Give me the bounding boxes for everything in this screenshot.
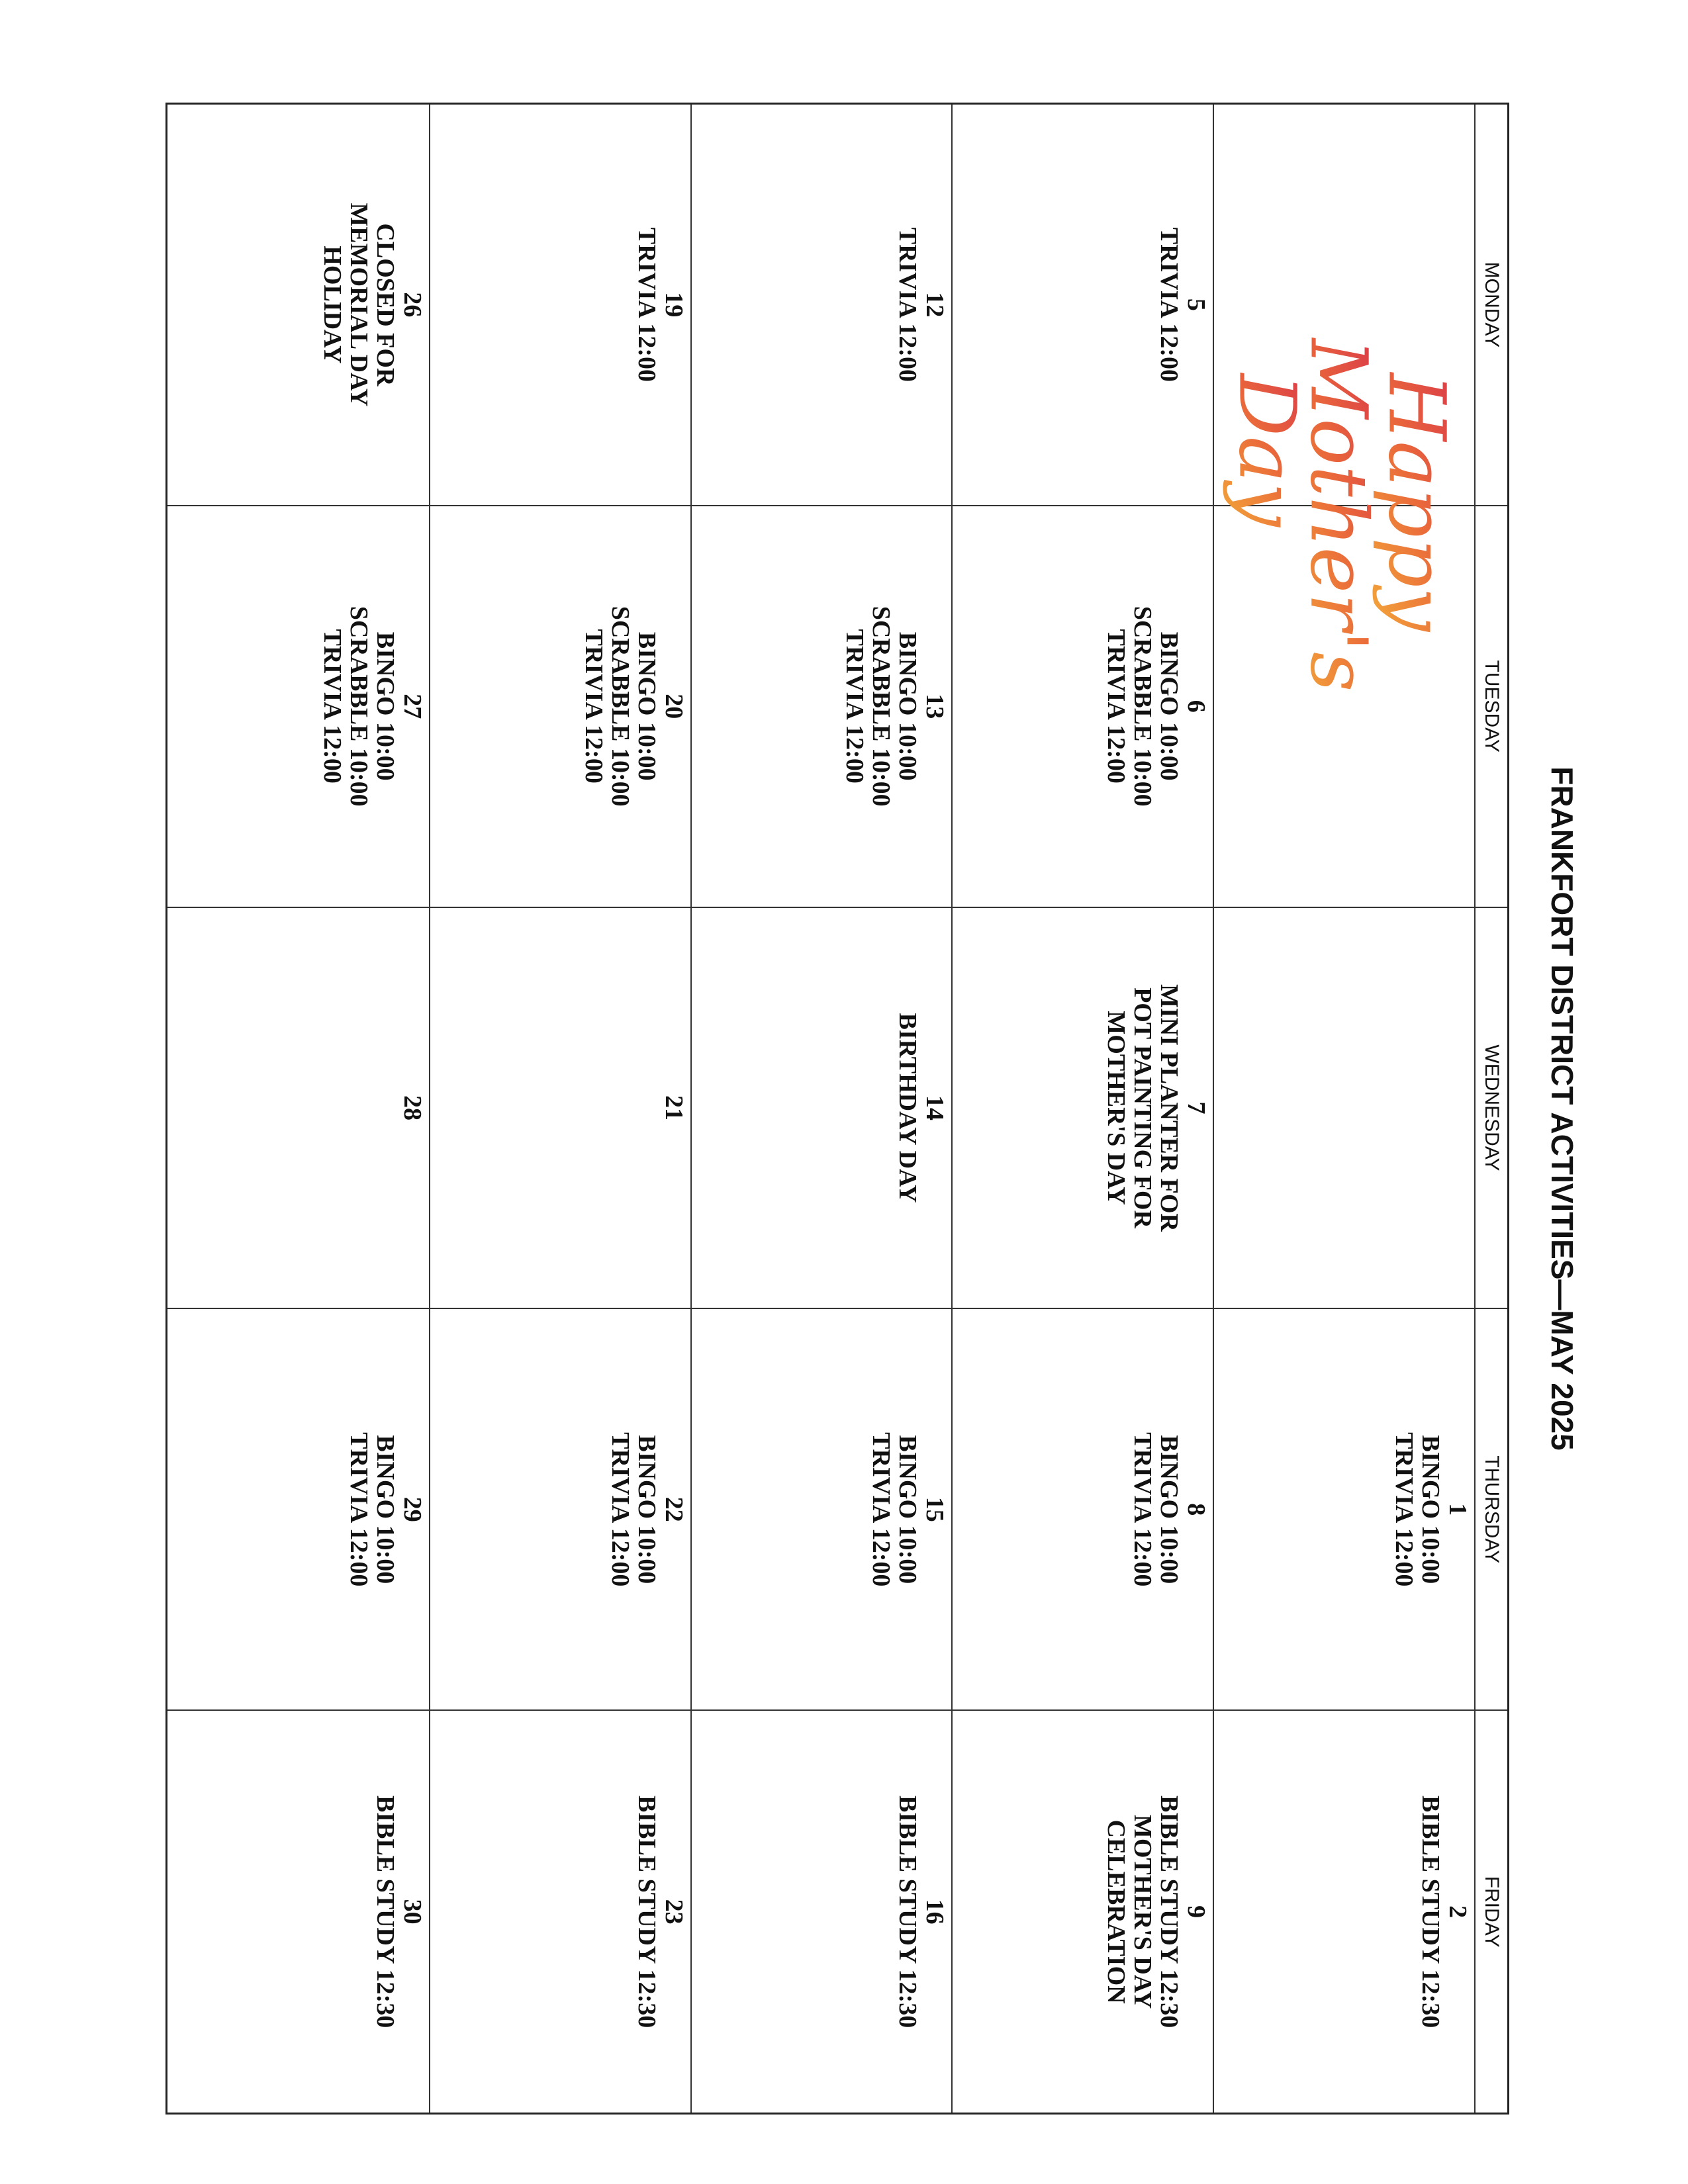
- weekday-header-monday: MONDAY: [1474, 105, 1507, 506]
- event-line: TRIVIA 12:00: [894, 227, 922, 383]
- weekday-header-tuesday: TUESDAY: [1474, 506, 1507, 908]
- day-cell-26: [167, 105, 429, 506]
- day-number: 28: [398, 1095, 426, 1120]
- event-line: SCRABBLE 10:00: [344, 606, 373, 807]
- day-cell-16: [690, 1711, 952, 2113]
- day-cell-12: [690, 105, 952, 506]
- event-line: TRIVIA 12:00: [1129, 1432, 1157, 1587]
- day-cell-14: [690, 908, 952, 1310]
- event-line: BIBLE STUDY 12:30: [632, 1795, 661, 2028]
- day-number: 22: [659, 1496, 688, 1522]
- day-number: 9: [1182, 1905, 1211, 1919]
- event-line: BIBLE STUDY 12:30: [371, 1795, 399, 2028]
- day-number: 13: [921, 694, 949, 719]
- event-line: SCRABBLE 10:00: [1129, 606, 1157, 807]
- empty-day-cell: [1213, 105, 1474, 692]
- day-number: 27: [398, 694, 426, 719]
- day-cell-13: [690, 506, 952, 908]
- day-cell-5: [951, 105, 1213, 506]
- day-cell-15: [690, 1309, 952, 1711]
- day-number: 6: [1182, 700, 1211, 713]
- event-line: MINI PLANTER FOR: [1155, 984, 1184, 1232]
- weekday-header-friday: FRIDAY: [1474, 1711, 1507, 2113]
- artwork-text-line: Mother's: [1293, 338, 1384, 692]
- event-line: BINGO 10:00: [1155, 631, 1184, 781]
- event-line: BINGO 10:00: [371, 631, 399, 781]
- event-line: TRIVIA 12:00: [632, 227, 661, 383]
- day-cell-22: [429, 1309, 690, 1711]
- day-cell-1: [1213, 1309, 1474, 1711]
- event-line: TRIVIA 12:00: [867, 1432, 896, 1587]
- event-line: TRIVIA 12:00: [606, 1432, 634, 1587]
- event-line: BINGO 10:00: [1417, 1435, 1444, 1584]
- day-cell-7: [951, 908, 1213, 1310]
- day-cell-23: [429, 1711, 690, 2113]
- day-number: 19: [659, 292, 688, 318]
- day-number: 16: [921, 1899, 949, 1925]
- event-line: TRIVIA 12:00: [579, 629, 608, 784]
- event-line: BINGO 10:00: [1155, 1435, 1184, 1584]
- event-line: BINGO 10:00: [371, 1435, 399, 1584]
- day-number: 8: [1182, 1503, 1211, 1516]
- day-number: 26: [398, 292, 426, 318]
- day-number: 15: [921, 1496, 949, 1522]
- event-line: TRIVIA 12:00: [1390, 1432, 1418, 1587]
- event-line: MOTHER'S DAY: [1102, 1011, 1131, 1205]
- event-line: CELEBRATION: [1102, 1819, 1131, 2004]
- day-cell-8: [951, 1309, 1213, 1711]
- event-line: BIBLE STUDY 12:30: [1155, 1795, 1184, 2028]
- day-cell-30: [167, 1711, 429, 2113]
- event-line: BINGO 10:00: [632, 1435, 661, 1584]
- event-line: TRIVIA 12:00: [1155, 227, 1184, 383]
- day-cell-20: [429, 506, 690, 908]
- event-line: TRIVIA 12:00: [318, 629, 346, 784]
- day-cell-6: [951, 506, 1213, 908]
- day-number: 7: [1182, 1101, 1211, 1115]
- event-line: CLOSED FOR: [371, 223, 399, 387]
- artwork-text-line: Day: [1221, 373, 1313, 527]
- day-cell-29: [167, 1309, 429, 1711]
- empty-day-cell: [1213, 506, 1474, 908]
- artwork-text-line: Happy: [1371, 373, 1462, 632]
- event-line: BINGO 10:00: [632, 631, 661, 781]
- day-number: 14: [921, 1095, 949, 1120]
- event-line: MEMORIAL DAY: [344, 203, 373, 407]
- day-cell-19: [429, 105, 690, 506]
- event-line: TRIVIA 12:00: [344, 1432, 373, 1587]
- event-line: BIRTHDAY DAY: [894, 1013, 922, 1203]
- event-line: SCRABBLE 10:00: [606, 606, 634, 807]
- day-number: 12: [921, 292, 949, 318]
- weekday-header-wednesday: WEDNESDAY: [1474, 908, 1507, 1310]
- day-number: 21: [659, 1095, 688, 1120]
- day-cell-21: [429, 908, 690, 1310]
- day-cell-28: [167, 908, 429, 1310]
- day-number: 2: [1444, 1905, 1472, 1919]
- empty-day-cell: [1213, 908, 1474, 1310]
- day-number: 5: [1182, 298, 1211, 311]
- event-line: SCRABBLE 10:00: [867, 606, 896, 807]
- event-line: POT PAINTING FOR: [1129, 987, 1157, 1228]
- calendar-page: [165, 103, 1589, 2115]
- event-line: TRIVIA 12:00: [1102, 629, 1131, 784]
- event-line: MOTHER'S DAY: [1129, 1815, 1157, 2009]
- event-line: BIBLE STUDY 12:30: [1417, 1795, 1444, 2028]
- event-line: BIBLE STUDY 12:30: [894, 1795, 922, 2028]
- event-line: HOLIDAY: [318, 246, 346, 364]
- day-number: 1: [1444, 1503, 1472, 1516]
- day-number: 20: [659, 694, 688, 719]
- day-cell-2: [1213, 1711, 1474, 2113]
- event-line: BINGO 10:00: [894, 1435, 922, 1584]
- event-line: BINGO 10:00: [894, 631, 922, 781]
- event-line: TRIVIA 12:00: [841, 629, 869, 784]
- day-number: 29: [398, 1496, 426, 1522]
- day-cell-9: [951, 1711, 1213, 2113]
- day-cell-27: [167, 506, 429, 908]
- weekday-header-thursday: THURSDAY: [1474, 1309, 1507, 1711]
- day-number: 23: [659, 1899, 688, 1925]
- day-number: 30: [398, 1899, 426, 1925]
- calendar-grid: [165, 103, 1509, 2115]
- page-title: FRANKFORT DISTRICT ACTIVITIES—MAY 2025: [1545, 766, 1579, 1451]
